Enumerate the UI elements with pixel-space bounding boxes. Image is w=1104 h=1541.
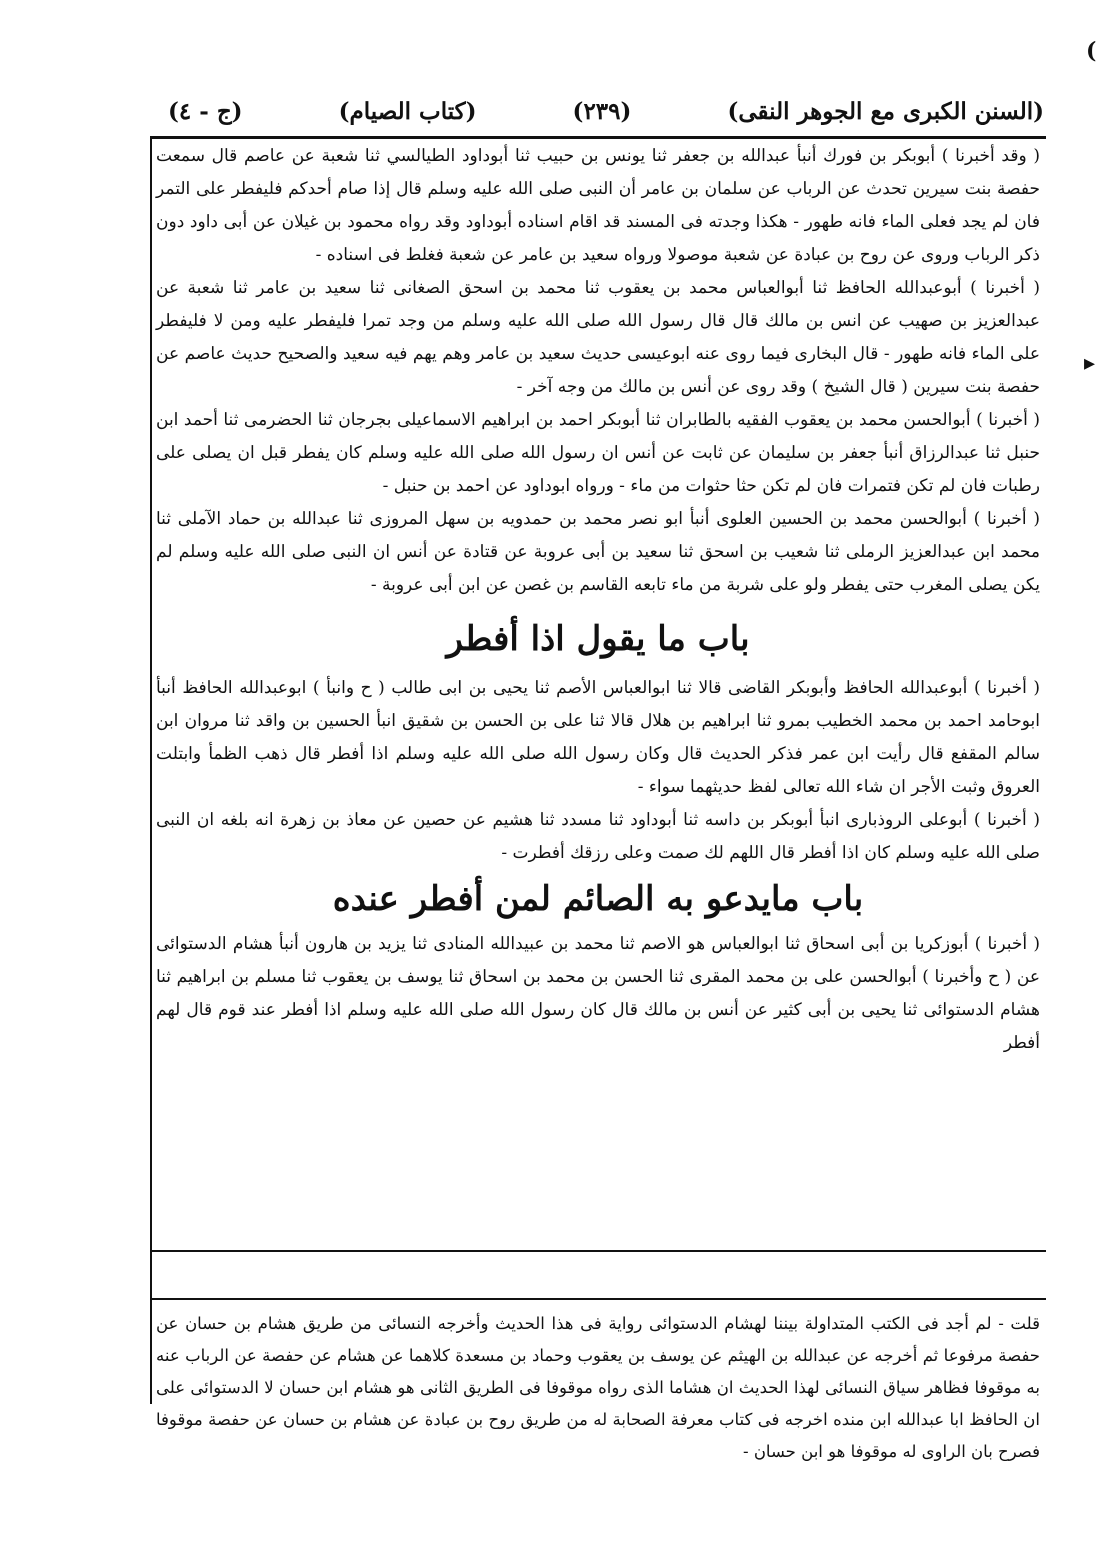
- hadith-paragraph: ( وقد أخبرنا ) أبوبكر بن فورك أنبأ عبدالله بن جعفر ثنا يونس بن حبيب ثنا أبوداود الطيالسي ثنا شعبة عن عاصم قال سمعت حفصة بنت سيرين تحدث عن الرباب عن سلمان بن عامر أن النبى صلى الله عليه وسلم قال إذا صام أحدكم فليفطر على التمر فان لم يجد فعلى الماء فانه طهور - هكذا وجدته فى المسند قد اقام اسناده أبوداود وقد رواه محمود بن غيلان عن أبى داود دون ذكر الرباب وروى عن روح بن عبادة عن شعبة موصولا ورواه سعيد بن عامر عن شعبة فغلط فى اسناده -: [156, 146, 1040, 265]
- running-header: [168, 88, 1044, 134]
- section-divider: [150, 1250, 1046, 1252]
- hadith-paragraph: ( أخبرنا ) أبوعبدالله الحافظ وأبوبكر القاضى قالا ثنا ابوالعباس الأصم ثنا يحيى بن ابى طالب ( ح وانبأ ) ابوعبدالله الحافظ أنبأ ابوحامد احمد بن محمد الخطيب بمرو ثنا ابراهيم بن هلال قالا ثنا على بن الحسن بن شقيق انبأ الحسين بن واقد ثنا مروان ابن سالم المقفع قال رأيت ابن عمر فذكر الحديث قال وكان رسول الله صلى الله عليه وسلم اذا أفطر قال ذهب الظمأ وابتلت العروق وثبت الأجر ان شاء الله تعالى لفظ حديثهما سواء -: [156, 678, 1040, 797]
- book-title: (السنن الكبرى مع الجوهر النقى): [727, 97, 1044, 125]
- margin-mark: (: [1086, 38, 1097, 64]
- volume-number: (ج - ٤): [168, 97, 243, 125]
- footnote-paragraph: قلت - لم أجد فى الكتب المتداولة بيننا لهشام الدستوائى رواية فى هذا الحديث وأخرجه النسائى من طريق هشام بن حسان عن حفصة مرفوعا ثم أخرجه عن عبدالله بن الهيثم عن يوسف بن يعقوب وحماد بن مسعدة كلاهما عن هشام عن حفصة عن الرباب عنه به موقوفا فظاهر سياق النسائى لهذا الحديث ان هشاما الذى رواه موقوفا فى الطريق الثانى هو هشام ابن حسان لا الدستوائى على ان الحافظ ابا عبدالله ابن منده اخرجه فى كتاب معرفة الصحابة له من طريق روح بن عبادة عن هشام بن حسان عن حفصة موقوفا فصرح بان الراوى له موقوفا هو ابن حسان -: [156, 1314, 1040, 1461]
- margin-arrow-icon: ▸: [1084, 350, 1096, 376]
- section-title: (كتاب الصيام): [338, 97, 477, 125]
- chapter-heading: باب مايدعو به الصائم لمن أفطر عنده: [332, 879, 864, 919]
- hadith-paragraph: ( أخبرنا ) أبوزكريا بن أبى اسحاق ثنا ابوالعباس هو الاصم ثنا محمد بن عبيدالله المنادى ثنا يزيد بن هارون أنبأ هشام الدستوائى عن ( ح وأخبرنا ) أبوالحسن على بن محمد المقرى ثنا الحسن بن محمد بن اسحاق ثنا يوسف بن يعقوب ثنا مسلم بن ابراهيم ثنا هشام الدستوائى ثنا يحيى بن أبى كثير عن أنس بن مالك قال كان رسول الله صلى الله عليه وسلم اذا أفطر عند قوم قال لهم أفطر: [156, 934, 1040, 1053]
- footnote-divider: [150, 1298, 1046, 1300]
- page-number: (٢٣٩): [572, 97, 632, 125]
- hadith-paragraph: ( أخبرنا ) أبوالحسن محمد بن الحسين العلوى أنبأ ابو نصر محمد بن حمدويه بن سهل المروزى ثنا عبدالله بن حماد الآملى ثنا محمد ابن عبدالعزيز الرملى ثنا شعيب بن اسحق ثنا سعيد بن أبى عروبة عن قتادة عن أنس ان النبى صلى الله عليه وسلم لم يكن يصلى المغرب حتى يفطر ولو على شربة من ماء تابعه القاسم بن غصن عن ابن أبى عروبة -: [156, 509, 1040, 595]
- hadith-paragraph: ( أخبرنا ) أبوالحسن محمد بن يعقوب الفقيه بالطابران ثنا أبوبكر احمد بن ابراهيم الاسماعيلى بجرجان ثنا الحضرمى ثنا أحمد ابن حنبل ثنا عبدالرزاق أنبأ جعفر بن سليمان عن ثابت عن أنس ان رسول الله صلى الله عليه وسلم كان يفطر قبل ان يصلى على رطبات فان لم تكن فتمرات فان لم تكن حثا حثوات من ماء - ورواه ابوداود عن احمد بن حنبل -: [156, 410, 1040, 496]
- hadith-paragraph: ( أخبرنا ) أبوعلى الروذبارى انبأ أبوبكر بن داسه ثنا أبوداود ثنا مسدد ثنا هشيم عن حصين عن معاذ بن زهرة انه بلغه ان النبى صلى الله عليه وسلم كان اذا أفطر قال اللهم لك صمت وعلى رزقك أفطرت -: [156, 810, 1040, 863]
- margin-line: [150, 136, 152, 1404]
- main-text: [156, 140, 1040, 1060]
- footnote-commentary: [156, 1308, 1040, 1468]
- header-rule: [150, 136, 1046, 139]
- hadith-paragraph: ( أخبرنا ) أبوعبدالله الحافظ ثنا أبوالعباس محمد بن يعقوب ثنا محمد بن اسحق الصغانى ثنا سعيد بن عامر ثنا شعبة عن عبدالعزيز بن صهيب عن انس بن مالك قال قال رسول الله صلى الله عليه وسلم من وجد تمرا فليفطر عليه ومن لا فليفطر على الماء فانه طهور - قال البخارى فيما روى عنه ابوعيسى حديث سعيد بن عامر وهم يهم فيه سعيد والصحيح حديث عاصم عن حفصة بنت سيرين ( قال الشيخ ) وقد روى عن أنس بن مالك من وجه آخر -: [156, 278, 1040, 397]
- chapter-heading: باب ما يقول اذا أفطر: [446, 619, 750, 659]
